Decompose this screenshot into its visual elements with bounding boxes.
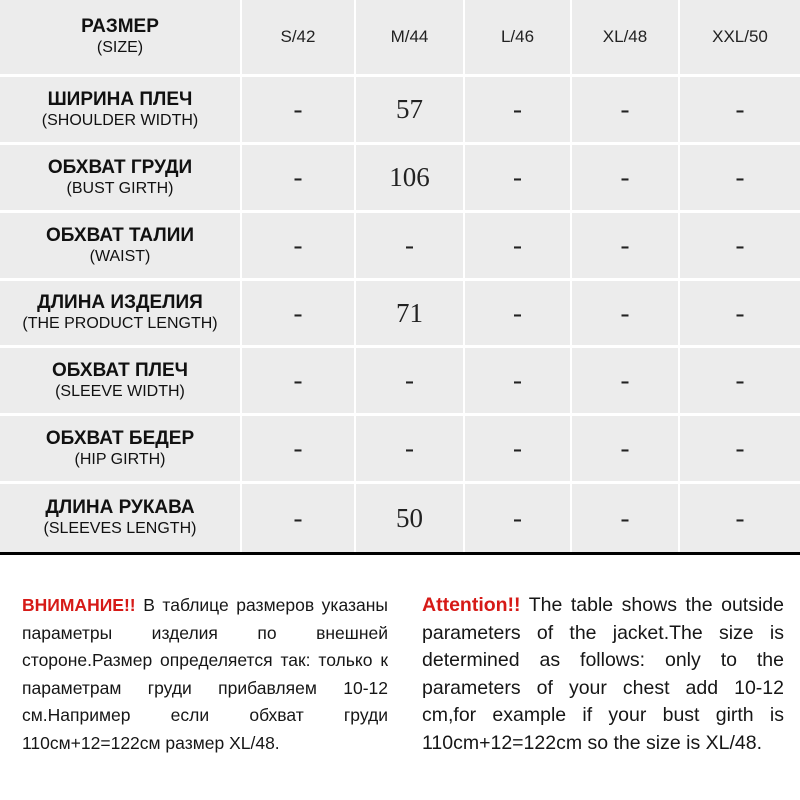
value-cell [356,416,465,484]
measurement-value: - [513,230,522,260]
size-label: XXL/50 [712,27,768,46]
size-header-cell [680,0,800,77]
measurement-value: - [735,502,745,533]
size-label: S/42 [280,27,316,46]
measurement-value: - [293,297,303,328]
row-label-cell [0,281,242,348]
measurement-value: - [405,433,414,463]
value-cell [465,213,572,281]
measurement-value: - [405,230,414,260]
note-text-ru: В таблице размеров указаны параметры изделия по внешней стороне.Размер определяется так: только к параметрам груди прибавляем 10-12 см.Например если обхват груди 110см+12=122см размер XL/48. [22,595,388,753]
value-cell [572,77,680,145]
measurement-value: 57 [396,94,423,124]
table-header-row [0,0,800,77]
value-cell [465,145,572,213]
measurement-value: - [620,365,630,395]
header-label-cell [0,0,242,77]
value-cell [242,281,356,348]
measurement-value: - [293,162,303,192]
value-cell [356,484,465,552]
value-cell [242,484,356,552]
value-cell [356,213,465,281]
value-cell [572,281,680,348]
value-cell [680,77,800,145]
measurement-value: 71 [396,297,423,328]
measurement-value: - [513,297,522,328]
value-cell [465,416,572,484]
row-label-ru: ШИРИНА ПЛЕЧ [47,88,193,110]
row-label-cell [0,416,242,484]
measurement-value: - [735,94,745,124]
table-row [0,416,800,484]
row-label-ru: ОБХВАТ ГРУДИ [47,156,193,178]
table-row [0,348,800,416]
row-label-cell [0,213,242,281]
measurement-value: - [513,502,522,533]
row-label-en: (SLEEVES LENGTH) [43,520,197,537]
header-label-en: (SIZE) [96,39,144,56]
value-cell [356,281,465,348]
size-header-cell [572,0,680,77]
value-cell [572,484,680,552]
warning-label-en: Attention!! [422,594,521,616]
measurement-value: - [620,230,630,260]
row-label-cell [0,77,242,145]
value-cell [680,145,800,213]
row-label-en: (THE PRODUCT LENGTH) [22,315,218,332]
row-label-cell [0,145,242,213]
row-label-en: (HIP GIRTH) [74,450,166,468]
measurement-value: - [735,297,745,328]
row-label-en: (BUST GIRTH) [66,179,174,197]
value-cell [572,416,680,484]
table-row [0,213,800,281]
value-cell [572,348,680,416]
value-cell [465,281,572,348]
measurement-value: - [513,433,522,463]
header-label-ru: РАЗМЕР [81,16,159,37]
measurement-value: - [620,297,630,328]
row-label-en: (WAIST) [89,247,151,265]
note-text-en: The table shows the outside parameters of the jacket.The size is determined as follows: only to the parameters of your chest add 10-12 cm,for example if your bust girth is 110cm+12=122cm so the size is XL/48. [422,594,784,754]
value-cell [242,348,356,416]
table-row [0,145,800,213]
value-cell [242,145,356,213]
value-cell [572,145,680,213]
row-label-ru: ДЛИНА ИЗДЕЛИЯ [37,292,203,313]
value-cell [680,348,800,416]
size-header-cell [356,0,465,77]
measurement-value: 50 [396,502,423,533]
measurement-value: - [735,162,745,192]
value-cell [356,77,465,145]
value-cell [572,213,680,281]
measurement-value: - [735,230,745,260]
row-label-ru: ДЛИНА РУКАВА [45,497,195,518]
measurement-value: 106 [389,162,430,192]
row-label-en: (SHOULDER WIDTH) [41,111,199,129]
measurement-value: - [293,502,303,533]
measurement-value: - [405,365,414,395]
measurement-value: - [513,162,522,192]
size-label: M/44 [390,27,429,46]
measurement-value: - [620,433,630,463]
note-english [422,592,784,757]
note-russian [22,592,388,757]
value-cell [680,281,800,348]
row-label-ru: ОБХВАТ ПЛЕЧ [51,359,189,381]
row-label-cell [0,348,242,416]
value-cell [242,416,356,484]
row-label-cell [0,484,242,552]
measurement-value: - [735,365,745,395]
measurement-value: - [293,230,303,260]
value-cell [465,77,572,145]
measurement-value: - [620,502,630,533]
size-label: XL/48 [602,27,648,46]
measurement-value: - [513,94,522,124]
value-cell [242,77,356,145]
value-cell [242,213,356,281]
size-label: L/46 [500,27,535,46]
value-cell [680,213,800,281]
table-row [0,77,800,145]
measurement-value: - [293,365,303,395]
warning-label-ru: ВНИМАНИЕ!! [22,595,136,615]
measurement-value: - [513,365,522,395]
value-cell [680,416,800,484]
row-label-en: (SLEEVE WIDTH) [55,382,185,400]
size-header-cell [242,0,356,77]
value-cell [680,484,800,552]
measurement-value: - [293,433,303,463]
value-cell [465,484,572,552]
value-cell [356,348,465,416]
table-row [0,484,800,552]
value-cell [465,348,572,416]
row-label-ru: ОБХВАТ ТАЛИИ [45,224,195,246]
size-header-cell [465,0,572,77]
measurement-value: - [293,94,303,124]
measurement-value: - [620,94,630,124]
row-label-ru: ОБХВАТ БЕДЕР [45,427,195,449]
table-row [0,281,800,348]
table-bottom-border [0,552,800,555]
value-cell [356,145,465,213]
measurement-value: - [620,162,630,192]
measurement-value: - [735,433,745,463]
